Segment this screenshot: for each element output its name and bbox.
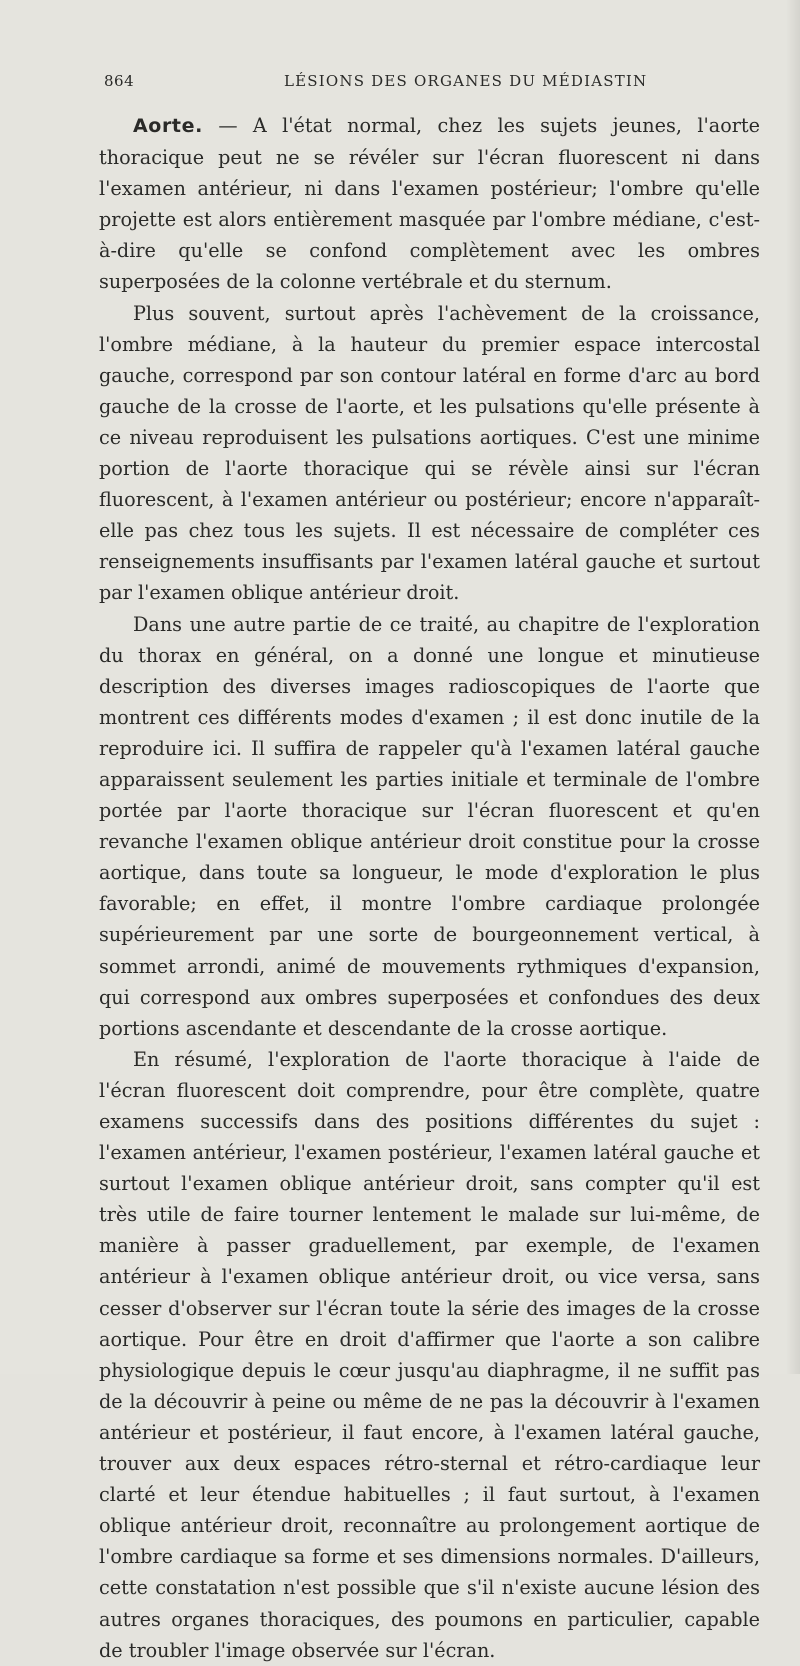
page-edge-shadow — [786, 0, 800, 1374]
paragraph-3: Dans une autre partie de ce traité, au chapitre de l'exploration du thorax en général, on a donné une longue et minutieuse description des diverses images radioscopiques de l'aorte que montrent ces différents modes d'examen ; il est donc inutile de la reproduire ici. Il suffira de rappeler qu'à l'examen latéral gauche apparaissent seulement les parties initiale et terminale de l'ombre portée par l'aorte thoracique sur l'écran fluorescent et qu'en revanche l'examen oblique antérieur droit constitue pour la crosse aortique, dans toute sa longueur, le mode d'exploration le plus favorable; en effet, il montre l'ombre cardiaque prolongée supérieurement par une sorte de bourgeonnement vertical, à sommet arrondi, animé de mouvements rythmiques d'expansion, qui correspond aux ombres superposées et confondues des deux portions ascendante et descendante de la crosse aortique. — [99, 612, 760, 1040]
paragraph-1 — [99, 110, 760, 298]
paragraph-1-text: — A l'état normal, chez les sujets jeunes, l'aorte thoracique peut ne se révéler sur l'écran fluorescent ni dans l'examen antérieur, ni dans l'examen postérieur; l'ombre qu'elle projette est alors entièrement masquée par l'ombre médiane, c'est-à-dire qu'elle se confond complètement avec les ombres superposées de la colonne vertébrale et du sternum. — [99, 114, 760, 294]
section-heading: Aorte. — [133, 115, 203, 137]
running-title: LÉSIONS DES ORGANES DU MÉDIASTIN — [284, 72, 648, 90]
body-text — [99, 110, 760, 1666]
paragraph-2: Plus souvent, surtout après l'achèvement de la croissance, l'ombre médiane, à la hauteur du premier espace intercostal gauche, correspond par son contour latéral en forme d'arc au bord gauche de la crosse de l'aorte, et les pulsations qu'elle présente à ce niveau reproduisent les pulsations aortiques. C'est une minime portion de l'aorte thoracique qui se révèle ainsi sur l'écran fluorescent, à l'examen antérieur ou postérieur; encore n'apparaît-elle pas chez tous les sujets. Il est nécessaire de compléter ces renseignements insuffisants par l'examen latéral gauche et surtout par l'examen oblique antérieur droit. — [99, 301, 760, 605]
paragraph-4: En résumé, l'exploration de l'aorte thoracique à l'aide de l'écran fluorescent doit comprendre, pour être complète, quatre examens successifs dans des positions différentes du sujet : l'examen antérieur, l'examen postérieur, l'examen latéral gauche et surtout l'examen oblique antérieur droit, sans compter qu'il est très utile de faire tourner lentement le malade sur lui-même, de manière à passer graduellement, par exemple, de l'examen antérieur à l'examen oblique antérieur droit, ou vice versa, sans cesser d'observer sur l'écran toute la série des images de la crosse aortique. Pour être en droit d'affirmer que l'aorte a son calibre physiologique depuis le cœur jusqu'au diaphragme, il ne suffit pas de la découvrir à peine ou même de ne pas la découvrir à l'examen antérieur et postérieur, il faut encore, à l'examen latéral gauche, trouver aux deux espaces rétro-sternal et rétro-cardiaque leur clarté et leur étendue habituelles ; il faut surtout, à l'examen oblique antérieur droit, reconnaître au prolongement aortique de l'ombre cardiaque sa forme et ses dimensions normales. D'ailleurs, cette constatation n'est possible que s'il n'existe aucune lésion des autres organes thoraciques, des poumons en particulier, capable de troubler l'image observée sur l'écran. — [99, 1047, 760, 1662]
page-number: 864 — [104, 72, 135, 90]
running-header — [104, 72, 764, 96]
